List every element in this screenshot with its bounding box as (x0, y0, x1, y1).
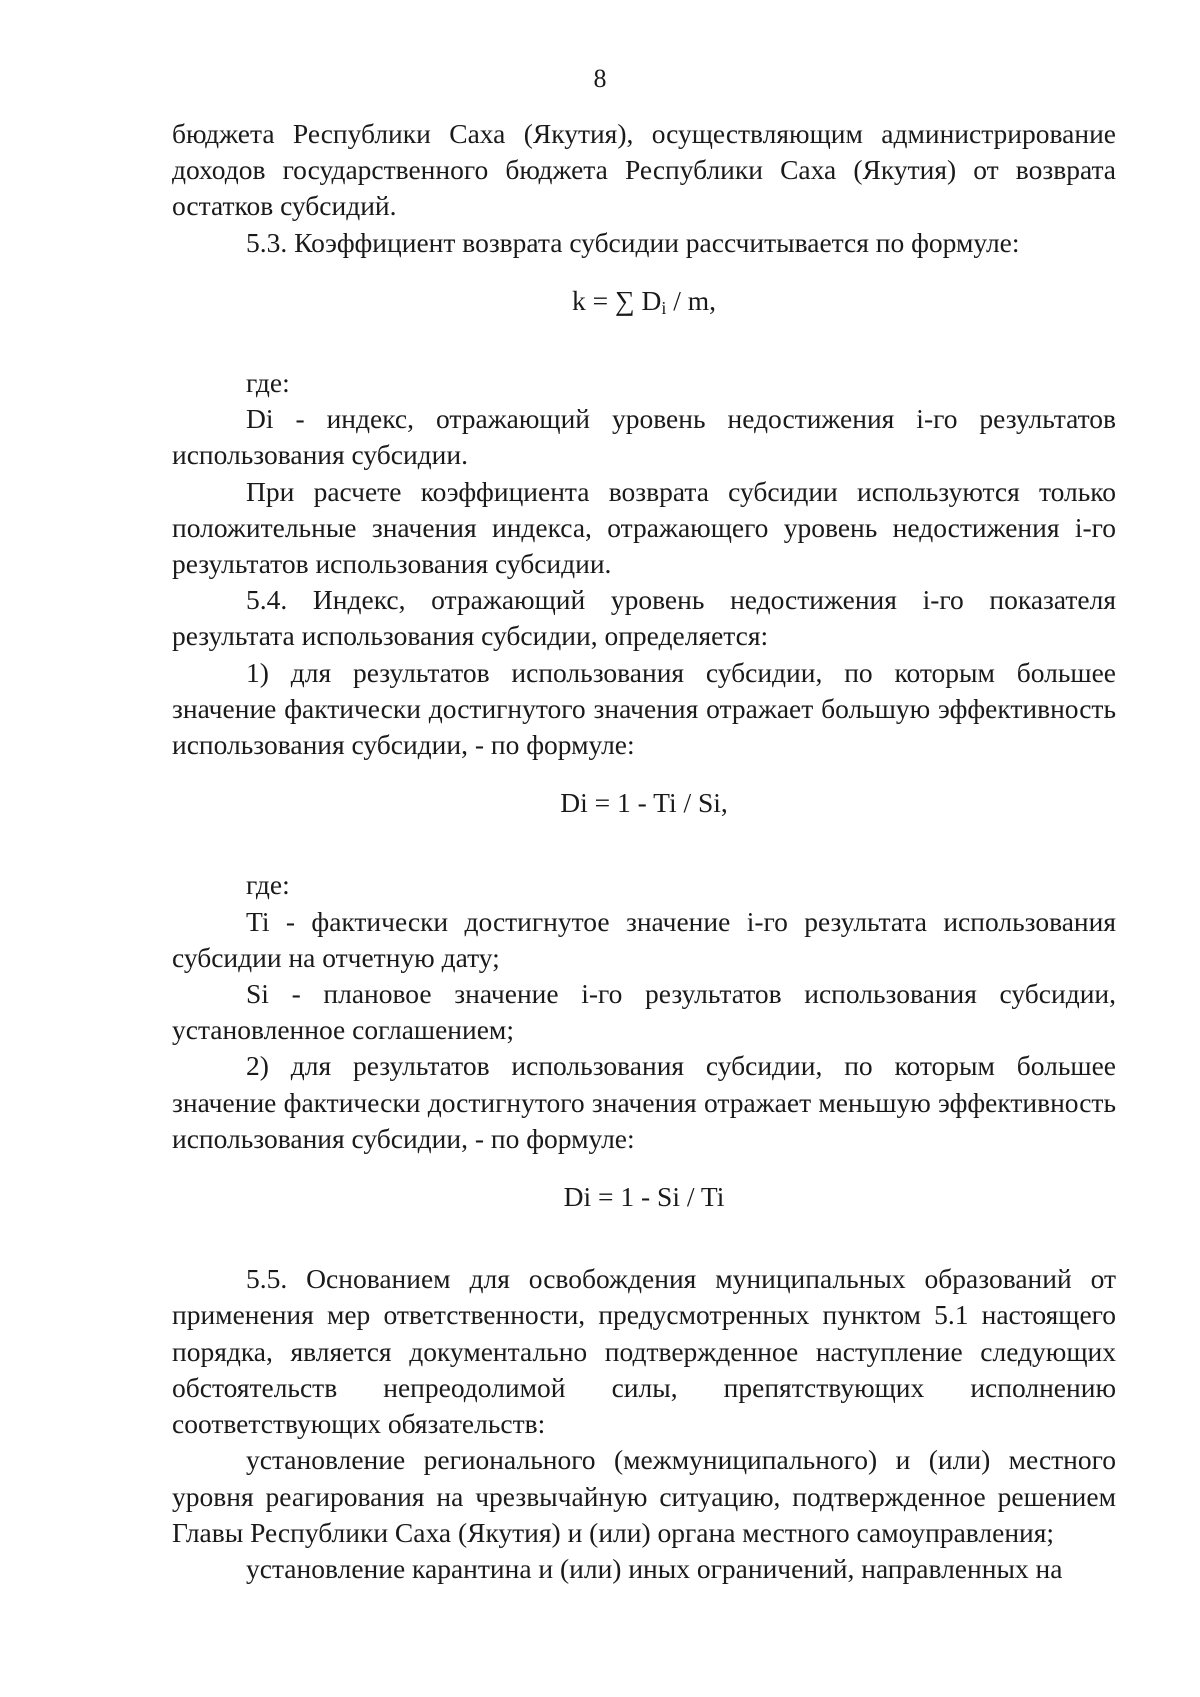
spacer (172, 821, 1116, 867)
paragraph-positive-values: При расчете коэффициента возврата субсидии используются только положительные значения индекса, отражающего уровень недостижения i-го результатов использования субсидии. (172, 475, 1116, 580)
paragraph-di-definition: Di - индекс, отражающий уровень недостижения i-го результатов использования субсидии. (172, 403, 1116, 471)
document-body (172, 116, 1116, 1587)
paragraph-emergency-response: установление регионального (межмуниципального) и (или) местного уровня реагирования на чрезвычайную ситуацию, подтвержденное решением Главы Республики Саха (Якутия) и (или) органа местного самоуправления; (172, 1444, 1116, 1548)
paragraph-5-3: 5.3. Коэффициент возврата субсидии рассчитывается по формуле: (246, 226, 1020, 258)
formula-index-case-1: Di = 1 - Ti / Si, (560, 787, 728, 819)
paragraph-si-definition: Si - плановое значение i-го результатов использования субсидии, установленное соглашением; (172, 978, 1116, 1046)
paragraph-budget-continuation: бюджета Республики Саха (Якутия), осуществляющим администрирование доходов государственного бюджета Республики Саха (Якутия) от возврата остатков субсидий. (172, 118, 1116, 222)
formula-return-coefficient-right: / m, (666, 284, 717, 316)
spacer (172, 1157, 1116, 1179)
paragraph-case-2: 2) для результатов использования субсидии, по которым большее значение фактически достигнутого значения отражает меньшую эффективность использования субсидии, - по формуле: (172, 1050, 1116, 1154)
paragraph-ti-definition: Ti - фактически достигнутое значение i-го результата использования субсидии на отчетную дату; (172, 905, 1116, 973)
where-label-1: где: (246, 367, 290, 399)
spacer (172, 763, 1116, 785)
formula-index-case-2: Di = 1 - Si / Ti (563, 1181, 725, 1213)
paragraph-5-5: 5.5. Основанием для освобождения муниципальных образований от применения мер ответственности, предусмотренных пунктом 5.1 настоящего порядка, является документально подтвержденное наступление следующих обстоятельств непреодолимой силы, препятствующих исполнению соответствующих обязательств: (172, 1263, 1116, 1440)
paragraph-5-4: 5.4. Индекс, отражающий уровень недостижения i-го показателя результата использования субсидии, определяется: (172, 584, 1116, 652)
paragraph-case-1: 1) для результатов использования субсидии, по которым большее значение фактически достигнутого значения отражает большую эффективность использования субсидии, - по формуле: (172, 656, 1116, 761)
spacer (172, 1215, 1116, 1261)
spacer (172, 261, 1116, 283)
paragraph-quarantine: установление карантина и (или) иных ограничений, направленных на (246, 1552, 1063, 1584)
page-number: 8 (593, 64, 607, 93)
formula-return-coefficient-subscript: i (661, 297, 667, 318)
spacer (172, 319, 1116, 365)
formula-return-coefficient (172, 283, 1116, 319)
where-label-2: где: (246, 869, 290, 901)
formula-return-coefficient-left: k = ∑ D (571, 284, 662, 316)
